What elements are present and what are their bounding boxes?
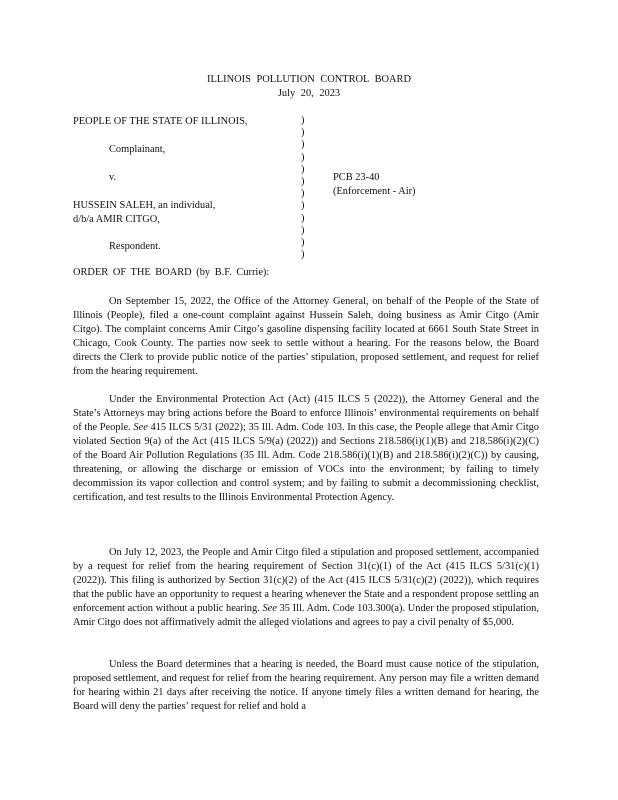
case-caption-number — [333, 171, 416, 199]
caption-paren: ) — [301, 163, 305, 175]
see-signal: See — [262, 603, 277, 614]
caption-paren: ) — [301, 151, 305, 163]
paragraph-3-text-b: 35 Ill. Adm. Code 103.300(a). Under the proposed stipulation, Amir Citgo does not affirmatively admit the alleged violations and agrees to pay a civil penalty of $5,000. — [73, 603, 539, 628]
paragraph-1-text: On September 15, 2022, the Office of the Attorney General, on behalf of the People of the State of Illinois (People), filed a one-count complaint against Hussein Saleh, doing business as Amir Citgo (Amir Citgo). The complaint concerns Amir Citgo’s gasoline dispensing facility located at 6661 South State Street in Chicago, Cook County. The parties now seek to settle without a hearing. For the reasons below, the Board directs the Clerk to provide public notice of the parties’ stipulation, proposed settlement, and request for relief from the hearing requirement. — [73, 296, 539, 377]
caption-paren: ) — [301, 127, 305, 139]
respondent-dba: d/b/a AMIR CITGO, — [73, 214, 160, 225]
caption-paren: ) — [301, 224, 305, 236]
paragraph-2 — [73, 393, 539, 505]
document-header — [0, 73, 618, 101]
complainant-label: Complainant, — [109, 144, 166, 155]
case-number: PCB 23-40 — [333, 172, 380, 183]
paragraph-1 — [73, 295, 539, 379]
order-date: July 20, 2023 — [277, 88, 341, 99]
agency-name: ILLINOIS POLLUTION CONTROL BOARD — [206, 74, 411, 85]
plaintiff-name: PEOPLE OF THE STATE OF ILLINOIS, — [73, 116, 248, 127]
order-title: ORDER OF THE BOARD (by B.F. Currie): — [73, 267, 270, 278]
versus-label: v. — [109, 172, 117, 183]
paragraph-2-text — [73, 393, 539, 505]
see-signal: See — [133, 422, 148, 433]
paragraph-3 — [73, 546, 539, 630]
caption-paren: ) — [301, 212, 305, 224]
caption-paren: ) — [301, 249, 305, 261]
paragraph-2-text-b: 415 ILCS 5/31 (2022); 35 Ill. Adm. Code 103. In this case, the People allege that Amir Citgo violated Section 9(a) of the Act (415 ILCS 5/9(a) (2022)) and Sections 218.586(i)(1)(B) and 218.586(i)(2)(C) of the Board Air Pollution Regulations (35 Ill. Adm. Code 218.586(i)(1)(B) and 218.586(i)(2)(C)) by causing, threatening, or allowing the discharge or emission of VOCs into the environment; by failing to timely decommission its vapor collection and control system; and by failing to submit a decommissioning checklist, certification, and test results to the Illinois Environmental Protection Agency. — [73, 422, 539, 503]
paragraph-3-text — [73, 546, 539, 630]
paragraph-4 — [73, 658, 539, 714]
caption-parentheses — [301, 115, 311, 261]
respondent-label: Respondent. — [109, 241, 161, 252]
paragraph-3-text-a: On July 12, 2023, the People and Amir Citgo filed a stipulation and proposed settlement, accompanied by a request for relief from the hearing requirement of Section 31(c)(1) of the Act (415 ILCS 5/31(c)(1) (2022)). This filing is authorized by Section 31(c)(2) of the Act (415 ILCS 5/31(c)(2) (2022)), which requires that the public have an opportunity to request a hearing whenever the State and a respondent propose settling an enforcement action without a public hearing. — [73, 547, 539, 614]
caption-paren: ) — [301, 200, 305, 212]
caption-paren: ) — [301, 236, 305, 248]
case-type: (Enforcement - Air) — [333, 186, 416, 197]
caption-paren: ) — [301, 115, 305, 126]
paragraph-2-text-a: Under the Environmental Protection Act (Act) (415 ILCS 5 (2022)), the Attorney General and the State’s Attorneys may bring actions before the Board to enforce Illinois’ environmental requirements on behalf of the People. — [73, 394, 539, 433]
caption-paren: ) — [301, 188, 305, 200]
caption-paren: ) — [301, 139, 305, 151]
paragraph-4-text: Unless the Board determines that a hearing is needed, the Board must cause notice of the stipulation, proposed settlement, and request for relief from the hearing requirement. Any person may file a written demand for hearing within 21 days after receiving the notice. If anyone timely files a written demand for hearing, the Board will deny the parties’ request for relief and hold a — [73, 659, 539, 712]
caption-paren: ) — [301, 175, 305, 187]
respondent-name: HUSSEIN SALEH, an individual, — [73, 200, 216, 211]
